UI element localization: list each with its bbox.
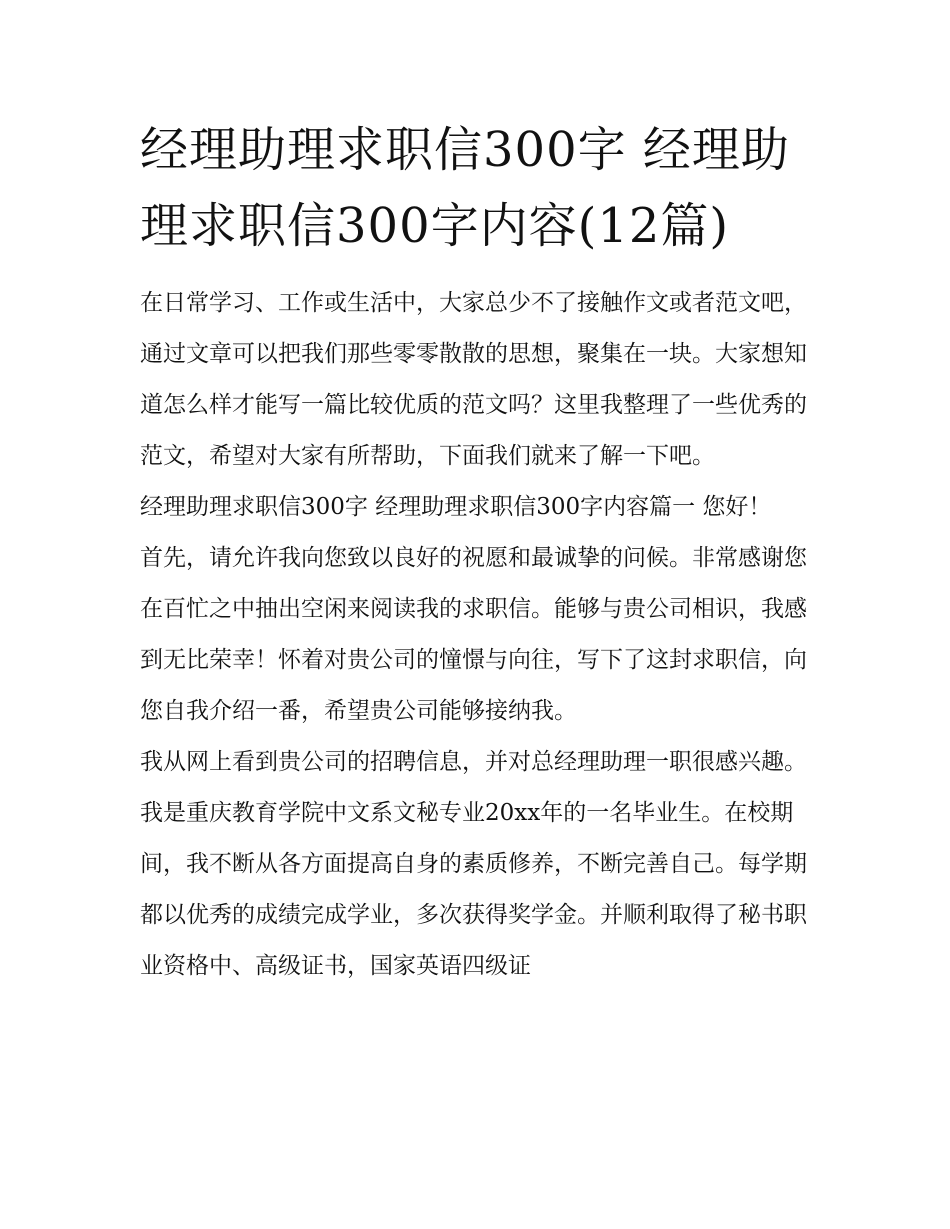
title-line-2: 理求职信300字内容(12篇): [140, 198, 730, 254]
greeting-paragraph: 首先，请允许我向您致以良好的祝愿和最诚挚的问候。非常感谢您在百忙之中抽出空闲来阅读我的求职信。能够与贵公司相识，我感到无比荣幸！怀着对贵公司的憧憬与向往，写下了这封求职信，向您自我介绍一番，希望贵公司能够接纳我。: [140, 545, 807, 724]
background-paragraph: 我从网上看到贵公司的招聘信息，并对总经理助理一职很感兴趣。我是重庆教育学院中文系文秘专业20xx年的一名毕业生。在校期间，我不断从各方面提高自身的素质修养，不断完善自己。每学期都以优秀的成绩完成学业，多次获得奖学金。并顺利取得了秘书职业资格中、高级证书，国家英语四级证: [140, 749, 807, 979]
section-heading-paragraph: 经理助理求职信300字 经理助理求职信300字内容篇一 您好！: [140, 494, 772, 520]
document-page: [140, 112, 820, 992]
document-title: [140, 112, 820, 264]
title-line-1: 经理助理求职信300字 经理助: [140, 122, 790, 178]
document-body: [140, 278, 820, 992]
intro-paragraph: 在日常学习、工作或生活中，大家总少不了接触作文或者范文吧，通过文章可以把我们那些零零散散的思想，聚集在一块。大家想知道怎么样才能写一篇比较优质的范文吗？这里我整理了一些优秀的范文，希望对大家有所帮助，下面我们就来了解一下吧。: [140, 290, 807, 469]
